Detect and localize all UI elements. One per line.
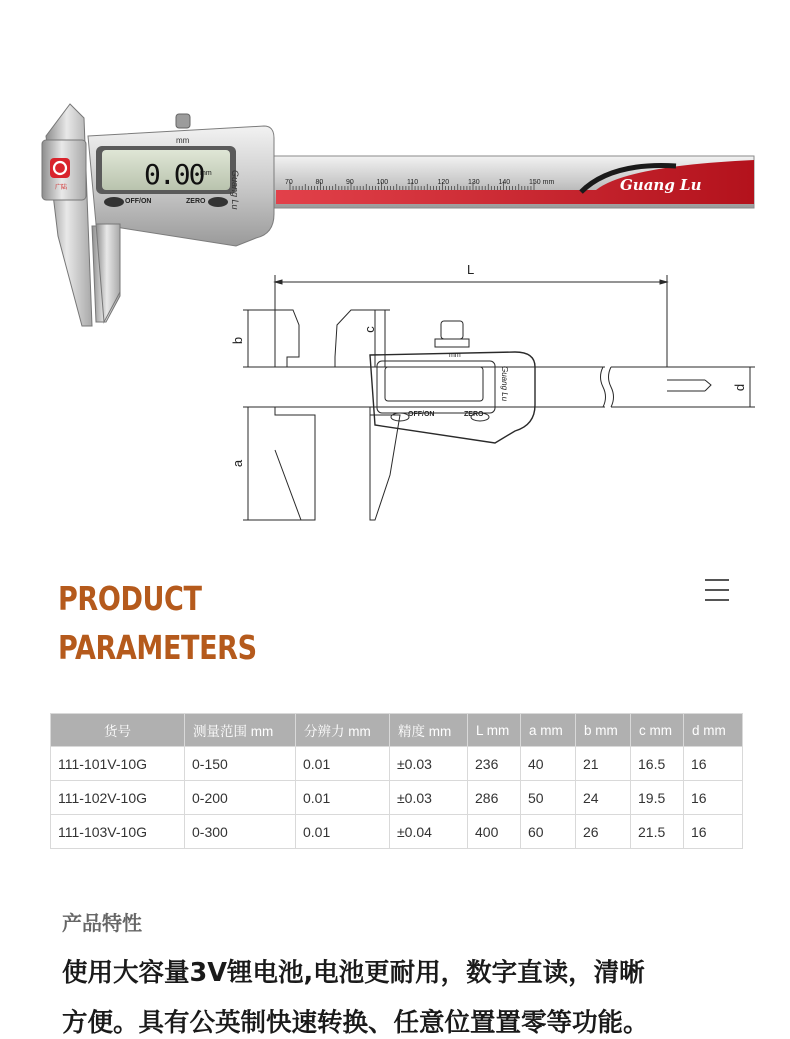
section-title: [58, 574, 257, 672]
header-accuracy: 精度 mm: [390, 714, 468, 747]
off-on-button[interactable]: OFF/ON: [125, 198, 152, 205]
table-cell: 0.01: [296, 781, 390, 815]
table-cell: 16: [684, 781, 743, 815]
header-item-no: 货号: [51, 714, 185, 747]
zero-button[interactable]: ZERO: [186, 198, 206, 205]
table-cell: 0-300: [185, 815, 296, 849]
table-cell: 111-102V-10G: [51, 781, 185, 815]
table-cell: 111-101V-10G: [51, 747, 185, 781]
header-c: c mm: [631, 714, 684, 747]
scale-tick-label: 70: [285, 179, 293, 186]
scale-tick-label: 100: [376, 179, 389, 186]
scale-tick-label: 120: [437, 179, 450, 186]
table-cell: 24: [576, 781, 631, 815]
features-line-1: 使用大容量3V锂电池,电池更耐用，数字直读，清晰: [62, 958, 645, 988]
features-description: [62, 948, 762, 1039]
dim-label-b: b: [230, 336, 246, 345]
table-cell: 60: [521, 815, 576, 849]
drawing-zero: ZERO: [464, 411, 484, 418]
scale-tick-label: 90: [346, 179, 354, 186]
table-cell: 19.5: [631, 781, 684, 815]
dim-label-c: c: [361, 326, 377, 333]
features-line-2: 方便。具有公英制快速转换、任意位置置零等功能。: [62, 1008, 649, 1038]
scale-tick-label: 110: [407, 179, 419, 186]
section-title-line1: PRODUCT: [58, 579, 202, 618]
table-cell: ±0.04: [390, 815, 468, 849]
table-header-row: [51, 714, 743, 747]
drawing-off-on: OFF/ON: [408, 411, 435, 418]
table-cell: 16: [684, 815, 743, 849]
table-row: [51, 747, 743, 781]
table-cell: 16.5: [631, 747, 684, 781]
table-cell: 400: [468, 815, 521, 849]
head-brand-text: Guang Lu: [230, 170, 240, 210]
logo-caption: 广陆: [55, 185, 68, 191]
features-title: 产品特性: [62, 911, 142, 935]
table-cell: 236: [468, 747, 521, 781]
table-cell: 0.01: [296, 747, 390, 781]
dim-label-d: d: [732, 383, 748, 392]
dimension-drawing: [225, 255, 765, 530]
table-cell: 16: [684, 747, 743, 781]
table-cell: 40: [521, 747, 576, 781]
header-b: b mm: [576, 714, 631, 747]
table-cell: 0-200: [185, 781, 296, 815]
brand-logo: [50, 158, 70, 178]
parameter-table: [50, 713, 743, 849]
table-cell: 286: [468, 781, 521, 815]
lcd-unit: mm: [200, 170, 212, 177]
section-title-line2: PARAMETERS: [58, 628, 257, 667]
table-row: [51, 815, 743, 849]
beam-brand-mark: Guang Lu: [620, 176, 702, 194]
dim-label-L: L: [467, 262, 475, 277]
table-cell: 21.5: [631, 815, 684, 849]
table-cell: 26: [576, 815, 631, 849]
header-d: d mm: [684, 714, 743, 747]
lcd-reading: 0.00: [144, 158, 204, 191]
scale-tick-label: 140: [498, 179, 511, 186]
table-cell: ±0.03: [390, 781, 468, 815]
header-range: 测量范围 mm: [185, 714, 296, 747]
top-unit-label: mm: [176, 136, 190, 145]
table-cell: 21: [576, 747, 631, 781]
table-cell: 0-150: [185, 747, 296, 781]
table-cell: 111-103V-10G: [51, 815, 185, 849]
table-cell: ±0.03: [390, 747, 468, 781]
table-cell: 0.01: [296, 815, 390, 849]
header-a: a mm: [521, 714, 576, 747]
header-L: L mm: [468, 714, 521, 747]
dim-label-a: a: [230, 459, 246, 468]
drawing-brand: Guang Lu: [500, 366, 509, 402]
scale-tick-label: 150 mm: [529, 179, 555, 186]
scale-tick-label: 80: [315, 179, 324, 186]
drawing-unit-label: mm: [449, 352, 461, 359]
table-row: [51, 781, 743, 815]
hamburger-menu-icon[interactable]: [705, 578, 731, 602]
header-resolution: 分辨力 mm: [296, 714, 390, 747]
scale-tick-label: 130: [468, 179, 480, 186]
table-cell: 50: [521, 781, 576, 815]
